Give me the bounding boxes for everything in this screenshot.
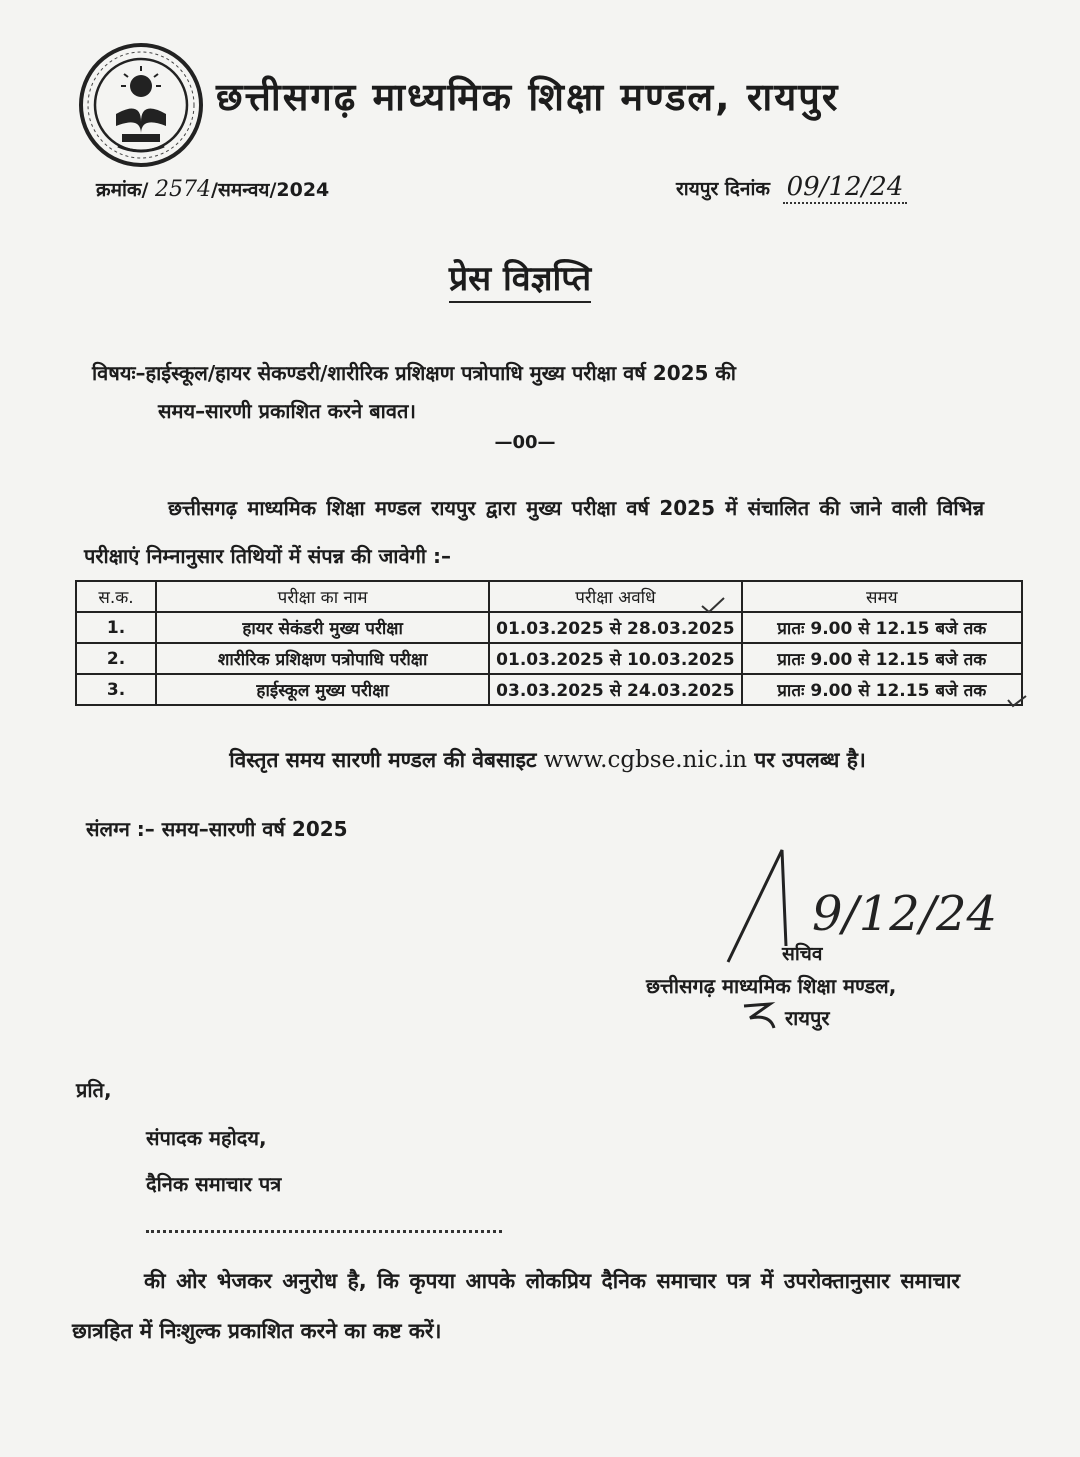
closing-paragraph: की ओर भेजकर अनुरोध है, कि कृपया आपके लोकप्रिय दैनिक समाचार पत्र में उपरोक्तानुसार समाचार छात्रहित में निःशुल्क प्रकाशित करने का कष्ट करें।	[72, 1269, 960, 1343]
initial-mark	[740, 1000, 780, 1032]
table-row	[76, 674, 1022, 705]
blank-dotted-line	[146, 1230, 502, 1233]
reference-number	[96, 176, 329, 202]
signature-date: 9/12/24	[812, 886, 998, 942]
website-text-after: पर उपलब्ध है।	[754, 748, 866, 772]
signatory-city: रायपुर	[785, 1006, 830, 1030]
signatory-title: सचिव	[782, 943, 823, 965]
org-name-heading: छत्तीसगढ़ माध्यमिक शिक्षा मण्डल, रायपुर	[216, 75, 840, 119]
date-value-handwritten: 09/12/24	[783, 172, 908, 204]
separator: —00—	[494, 432, 556, 453]
date-label: रायपुर दिनांक	[676, 178, 770, 200]
cell-exam-period: 01.03.2025 से 10.03.2025	[489, 643, 741, 674]
cell-exam-name: हाईस्कूल मुख्य परीक्षा	[156, 674, 489, 705]
cell-time: प्रातः 9.00 से 12.15 बजे तक	[742, 643, 1022, 674]
addressee-label: प्रति,	[76, 1078, 112, 1102]
header-serial: स.क.	[76, 581, 156, 612]
cell-serial: 1.	[76, 612, 156, 643]
subject-block	[92, 354, 992, 430]
header-time: समय	[742, 581, 1022, 612]
attachment-note: संलग्न :– समय–सारणी वर्ष 2025	[86, 817, 348, 841]
table-row	[76, 612, 1022, 643]
cell-exam-name: शारीरिक प्रशिक्षण पत्रोपाधि परीक्षा	[156, 643, 489, 674]
ref-prefix: क्रमांक/	[96, 179, 149, 201]
header-exam-name: परीक्षा का नाम	[156, 581, 489, 612]
cell-time: प्रातः 9.00 से 12.15 बजे तक	[742, 612, 1022, 643]
header-exam-period: परीक्षा अवधि	[489, 581, 741, 612]
table-header-row	[76, 581, 1022, 612]
page-title	[0, 254, 1040, 300]
press-release-title: प्रेस विज्ञप्ति	[449, 259, 591, 303]
addressee-line-1: संपादक महोदय,	[146, 1126, 267, 1150]
website-text-before: विस्तृत समय सारणी मण्डल की वेबसाइट	[229, 748, 537, 772]
signatory-org: छत्तीसगढ़ माध्यमिक शिक्षा मण्डल,	[646, 974, 897, 998]
cell-exam-period: 03.03.2025 से 24.03.2025	[489, 674, 741, 705]
cell-exam-name: हायर सेकंडरी मुख्य परीक्षा	[156, 612, 489, 643]
addressee-line-2: दैनिक समाचार पत्र	[146, 1172, 282, 1196]
ref-number-handwritten: 2574	[155, 177, 212, 202]
cell-serial: 2.	[76, 643, 156, 674]
body-paragraph: छत्तीसगढ़ माध्यमिक शिक्षा मण्डल रायपुर द्वारा मुख्य परीक्षा वर्ष 2025 में संचालित की जाने वाली विभिन्न परीक्षाएं निम्नानुसार तिथियों में संपन्न की जावेगी :–	[84, 496, 984, 568]
cell-serial: 3.	[76, 674, 156, 705]
pen-tick-mark	[700, 596, 726, 614]
website-url-link[interactable]: www.cgbse.nic.in	[543, 747, 748, 773]
website-info	[0, 746, 1080, 774]
issue-date	[676, 172, 907, 202]
subject-line-1: विषयः–हाईस्कूल/हायर सेकण्डरी/शारीरिक प्रशिक्षण पत्रोपाधि मुख्य परीक्षा वर्ष 2025 की	[92, 361, 736, 385]
board-seal-logo	[78, 42, 204, 168]
ref-suffix: /समन्वय/2024	[211, 179, 330, 201]
cell-exam-period: 01.03.2025 से 28.03.2025	[489, 612, 741, 643]
subject-line-2: समय–सारणी प्रकाशित करने बावत।	[158, 399, 416, 423]
cell-time: प्रातः 9.00 से 12.15 बजे तक	[742, 674, 1022, 705]
pen-tick-mark	[1006, 692, 1028, 710]
exam-schedule-table	[75, 580, 1023, 706]
handwritten-signature	[720, 838, 1000, 968]
table-row	[76, 643, 1022, 674]
